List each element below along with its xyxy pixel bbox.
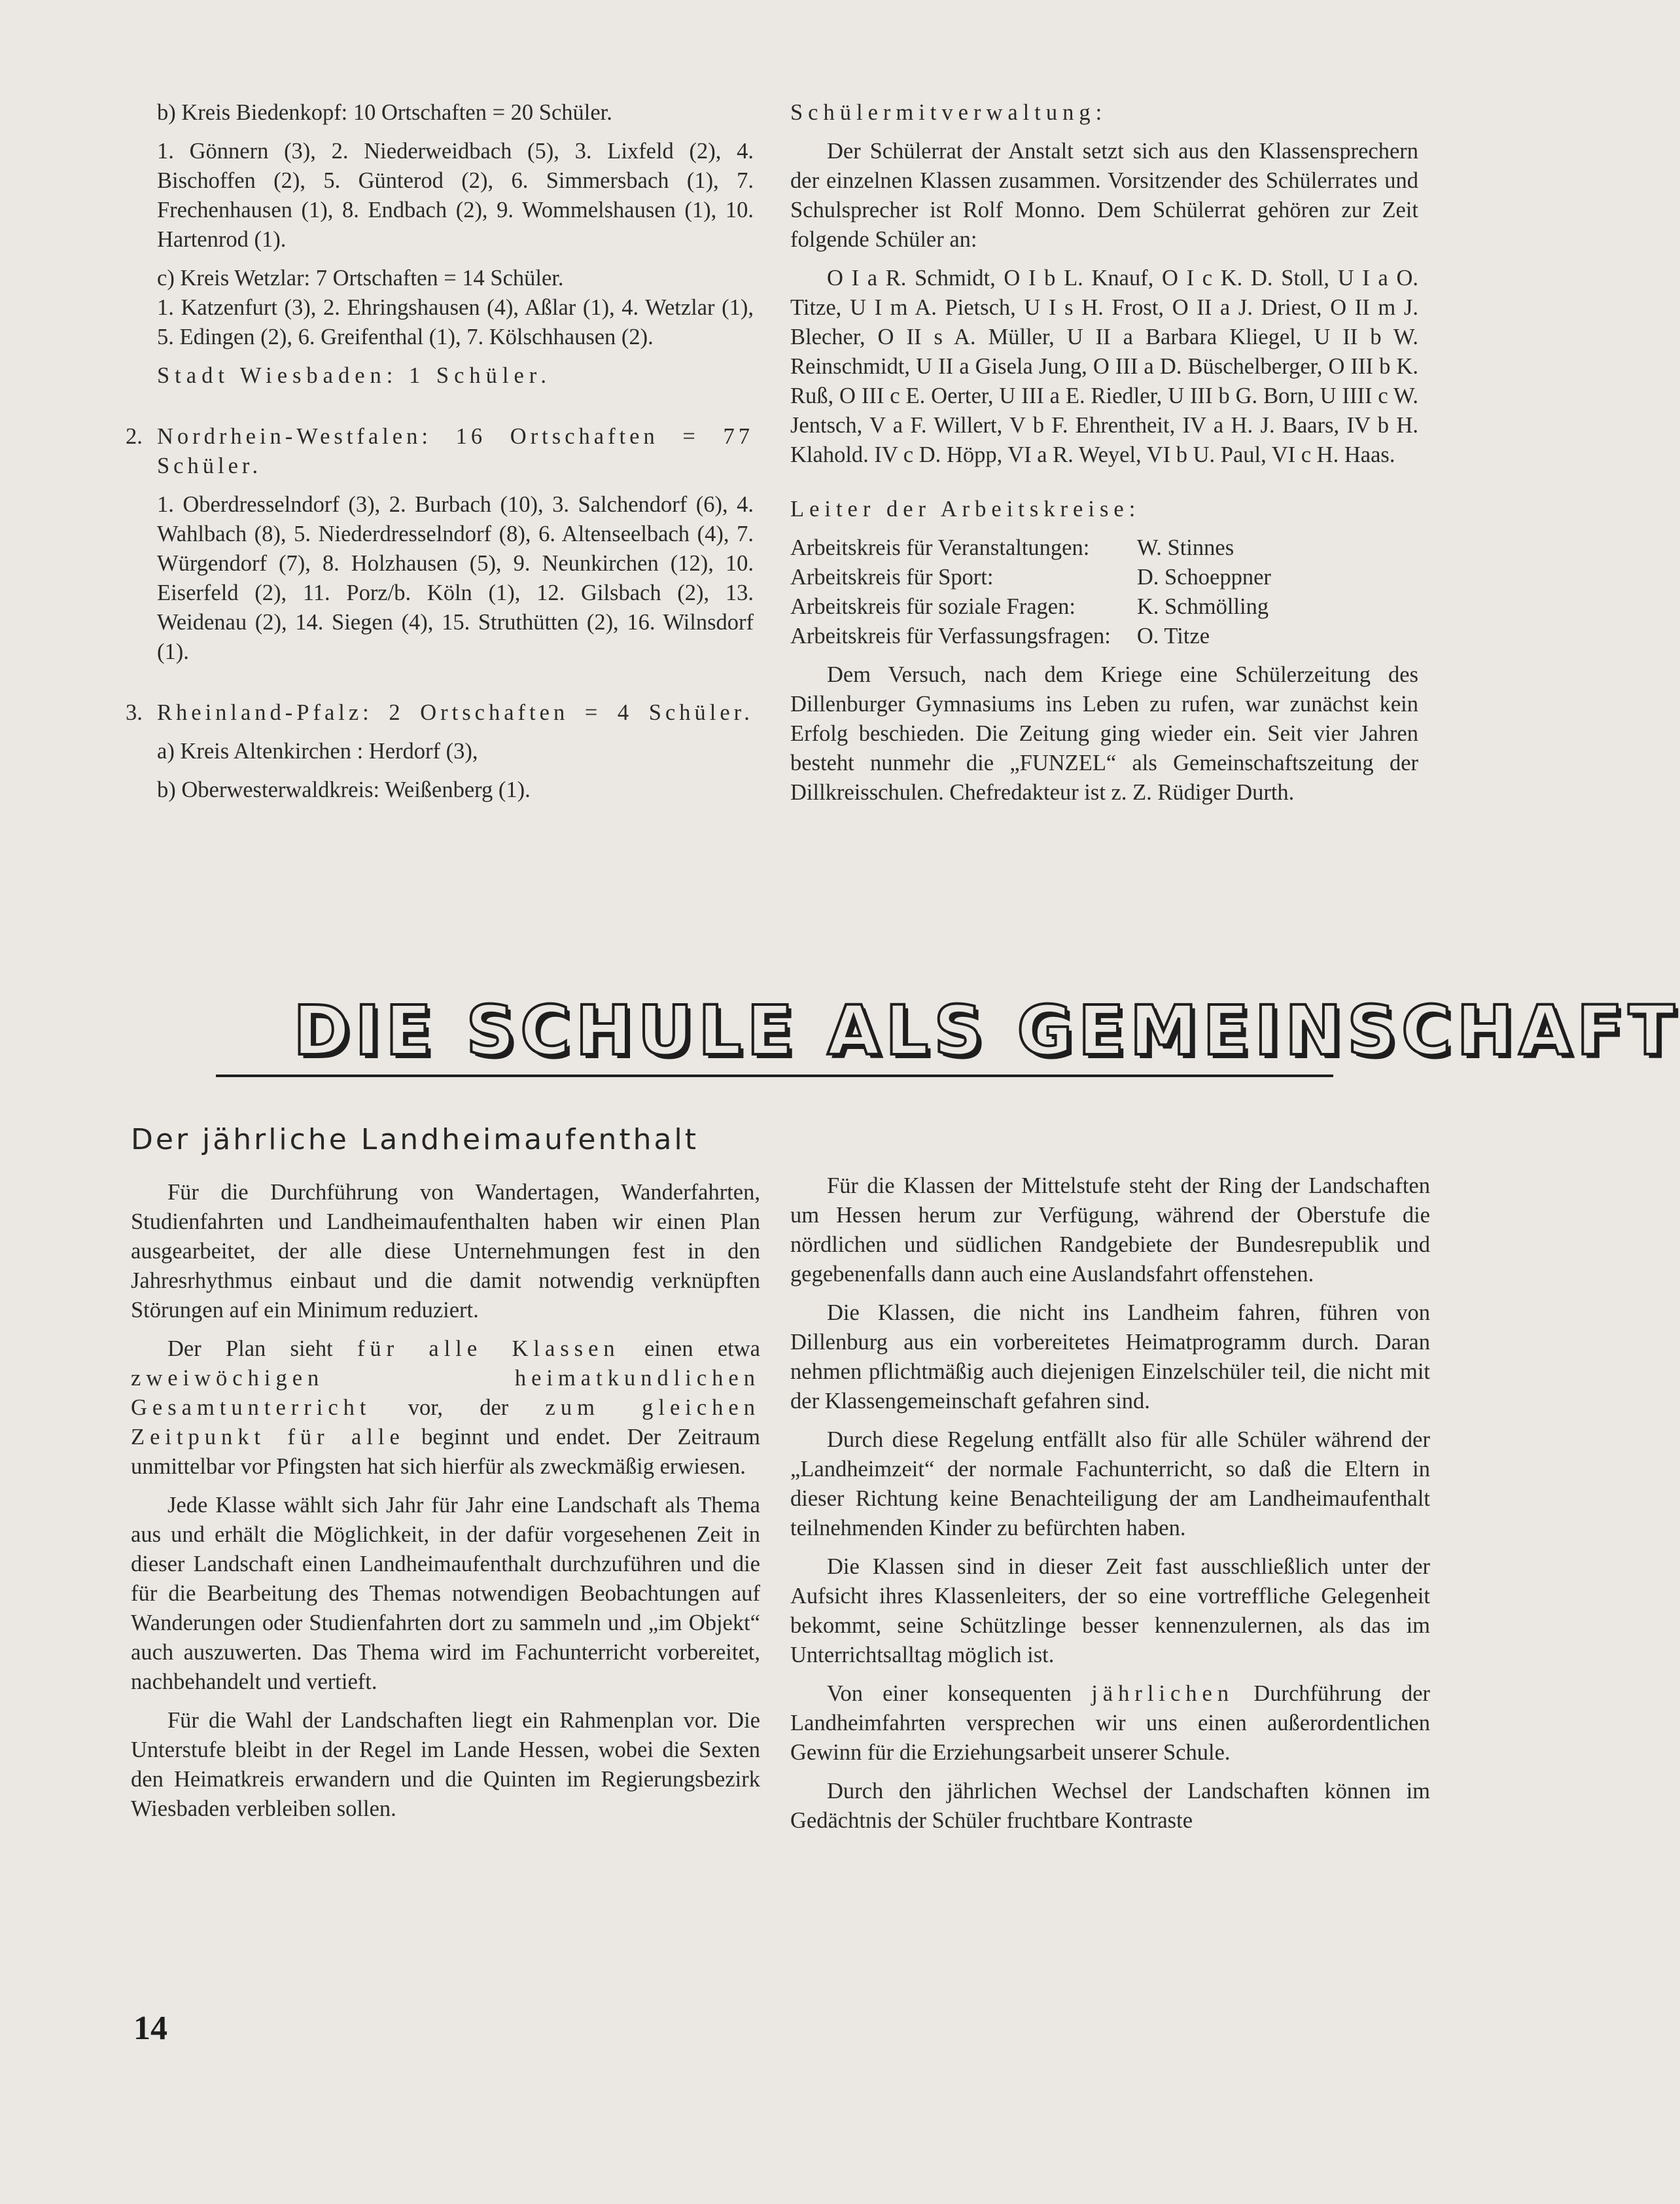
wiesbaden-line: Stadt Wiesbaden: 1 Schüler. (157, 363, 551, 388)
paragraph: Durch diese Regelung entfällt also für alle Schüler während der „Landheimzeit“ der normale Fachunterricht, so daß die Eltern in dieser Richtung keine Benachteiligung der am Landheimaufenthalt teilnehmenden Kinder zu befürchten haben. (790, 1427, 1430, 1540)
emphasis: zweiwöchigen heimatkundlichen Gesamtunterricht (131, 1366, 760, 1420)
rp-item-a: a) Kreis Altenkirchen : Herdorf (3), (157, 739, 478, 764)
nrw-section (126, 422, 754, 481)
ak-row (790, 622, 1271, 651)
left-bottom-column (131, 1178, 760, 1824)
text-run: Der Plan sieht (167, 1336, 357, 1361)
text-run: Durchführung der Landheimfahrten versprechen wir uns einen außerordentlichen Gewinn für die Erziehungsarbeit unserer Schule. (790, 1681, 1430, 1765)
paragraph: Jede Klasse wählt sich Jahr für Jahr eine Landschaft als Thema aus und erhält die Möglichkeit, in der dafür vorgesehenen Zeit in dieser Landschaft einen Landheimaufenthalt durchzuführen und die für die Bearbeitung des Themas notwendigen Beobachtungen auf Wanderungen oder Studienfahrten dort zu sammeln und „im Objekt“ auch auszuwerten. Das Thema wird im Fachunterricht vorbereitet, nachbehandelt und vertieft. (131, 1493, 760, 1694)
right-bottom-column (790, 1171, 1430, 1836)
rp-section (126, 698, 754, 728)
rp-number: 3. (126, 700, 143, 725)
section-banner: DIE SCHULE ALS GEMEINSCHAFT (293, 991, 1680, 1071)
ak-name: K. Schmölling (1136, 594, 1269, 619)
banner-rule (216, 1075, 1333, 1077)
rp-item-b: b) Oberwesterwaldkreis: Weißenberg (1). (157, 777, 531, 802)
emphasis: für alle Klassen (357, 1336, 620, 1361)
biedenkopf-heading: b) Kreis Biedenkopf: 10 Ortschaften = 20 Schüler. (157, 100, 612, 125)
emphasis: jährlichen (1091, 1681, 1234, 1706)
paragraph (790, 1679, 1430, 1768)
smv-text: Der Schülerrat der Anstalt setzt sich aus den Klassensprechern der einzelnen Klassen zusammen. Vorsitzender des Schülerrates und Schulsprecher ist Rolf Monno. Dem Schülerrat gehören zur Zeit folgende Schüler an: (790, 139, 1418, 252)
ak-heading: Leiter der Arbeitskreise: (790, 497, 1141, 522)
wetzlar-heading: c) Kreis Wetzlar: 7 Ortschaften = 14 Schüler. (157, 266, 564, 291)
paragraph: Für die Durchführung von Wandertagen, Wanderfahrten, Studienfahrten und Landheimaufenthalten haben wir einen Plan ausgearbeitet, der alle diese Unternehmungen fest in den Jahresrhythmus einbaut und die damit notwendig verknüpften Störungen auf ein Minimum reduziert. (131, 1180, 760, 1323)
paragraph (131, 1334, 760, 1482)
text-run: einen etwa (620, 1336, 760, 1361)
nrw-heading: Nordrhein-Westfalen: 16 Ortschaften = 77 Schüler. (157, 424, 754, 478)
smv-heading: Schülermitverwaltung: (790, 100, 1108, 125)
zeitung-paragraph: Dem Versuch, nach dem Kriege eine Schülerzeitung des Dillenburger Gymnasiums ins Leben zu rufen, war zunächst kein Erfolg beschieden. Die Zeitung ging wieder ein. Seit vier Jahren besteht nunmehr die „FUNZEL“ als Gemeinschaftszeitung der Dillkreisschulen. Chefredakteur ist z. Z. Rüdiger Durth. (790, 662, 1418, 805)
paragraph: Die Klassen sind in dieser Zeit fast ausschließlich unter der Aufsicht ihres Klassenleiters, der so eine vortreffliche Gelegenheit bekommt, seine Schützlinge besser kennenzulernen, als das im Unterrichtsalltag möglich ist. (790, 1554, 1430, 1667)
emphasis: zum gleichen Zeitpunkt für alle (131, 1395, 760, 1449)
paragraph: Die Klassen, die nicht ins Landheim fahren, führen von Dillenburg aus ein vorbereitetes Heimatprogramm durch. Daran nehmen pflichtmäßig auch diejenigen Einzelschüler teil, die nicht mit der Klassengemeinschaft gefahren sind. (790, 1300, 1430, 1413)
ak-name: O. Titze (1136, 624, 1210, 649)
ak-row (790, 563, 1271, 592)
ak-kreis: Arbeitskreis für soziale Fragen: (790, 594, 1076, 619)
left-top-column (126, 98, 754, 805)
ak-table (790, 533, 1271, 651)
ak-row (790, 533, 1271, 563)
biedenkopf-list: 1. Gönnern (3), 2. Niederweidbach (5), 3. Lixfeld (2), 4. Bischoffen (2), 5. Günterod (2), 6. Simmersbach (1), 7. Frechenhausen (1), 8. Endbach (2), 9. Wommelshausen (1), 10. Hartenrod (1). (157, 139, 754, 252)
nrw-number: 2. (126, 424, 143, 449)
ak-kreis: Arbeitskreis für Sport: (790, 565, 994, 590)
page-number: 14 (133, 2010, 167, 2047)
ak-kreis: Arbeitskreis für Veranstaltungen: (790, 535, 1090, 560)
text-run: Von einer konsequenten (827, 1681, 1092, 1706)
ak-name: D. Schoeppner (1136, 565, 1271, 590)
paragraph: Für die Wahl der Landschaften liegt ein Rahmenplan vor. Die Unterstufe bleibt in der Regel im Lande Hessen, wobei die Sexten den Heimatkreis erwandern und die Quinten im Regierungsbezirk Wiesbaden verbleiben sollen. (131, 1708, 760, 1821)
article-subheading: Der jährliche Landheimaufenthalt (131, 1123, 699, 1156)
text-run: beginnt und endet. Der Zeitraum unmittelbar vor Pfingsten hat sich hierfür als zweckmäßig erwiesen. (131, 1425, 760, 1479)
smv-members: O I a R. Schmidt, O I b L. Knauf, O I c K. D. Stoll, U I a O. Titze, U I m A. Pietsch, U I s H. Frost, O II a J. Driest, O II m J. Blecher, O II s A. Müller, U II a Barbara Kliegel, U II b W. Reinschmidt, U II a Gisela Jung, O III a D. Büschelberger, O III b K. Ruß, O III c E. Oerter, U III a E. Riedler, U III b G. Born, U IIII c W. Jentsch, V a F. Willert, V b F. Ehrentheit, IV a H. J. Baars, IV b H. Klahold. IV c D. Höpp, VI a R. Weyel, VI b U. Paul, VI c H. Haas. (790, 266, 1418, 467)
ak-row (790, 592, 1271, 622)
paragraph: Durch den jährlichen Wechsel der Landschaften können im Gedächtnis der Schüler fruchtbare Kontraste (790, 1779, 1430, 1833)
ak-kreis: Arbeitskreis für Verfassungsfragen: (790, 624, 1111, 649)
wetzlar-list: 1. Katzenfurt (3), 2. Ehringshausen (4), Aßlar (1), 4. Wetzlar (1), 5. Edingen (2), 6. Greifenthal (1), 7. Kölschhausen (2). (157, 295, 754, 349)
nrw-list: 1. Oberdresselndorf (3), 2. Burbach (10), 3. Salchendorf (6), 4. Wahlbach (8), 5. Niederdresselndorf (8), 6. Altenseelbach (4), 7. Würgendorf (7), 8. Holzhausen (5), 9. Neunkirchen (12), 10. Eiserfeld (2), 11. Porz/b. Köln (1), 12. Gilsbach (2), 13. Weidenau (2), 14. Siegen (4), 15. Struthütten (2), 16. Wilnsdorf (1). (157, 492, 754, 664)
paragraph: Für die Klassen der Mittelstufe steht der Ring der Landschaften um Hessen herum zur Verfügung, während der Oberstufe die nördlichen und südlichen Randgebiete der Bundesrepublik und gegebenenfalls dann auch eine Auslandsfahrt offenstehen. (790, 1173, 1430, 1287)
ak-name: W. Stinnes (1136, 535, 1234, 560)
right-top-column (790, 98, 1418, 808)
text-run: vor, der (371, 1395, 546, 1420)
rp-heading: Rheinland-Pfalz: 2 Ortschaften = 4 Schüler. (157, 700, 754, 725)
